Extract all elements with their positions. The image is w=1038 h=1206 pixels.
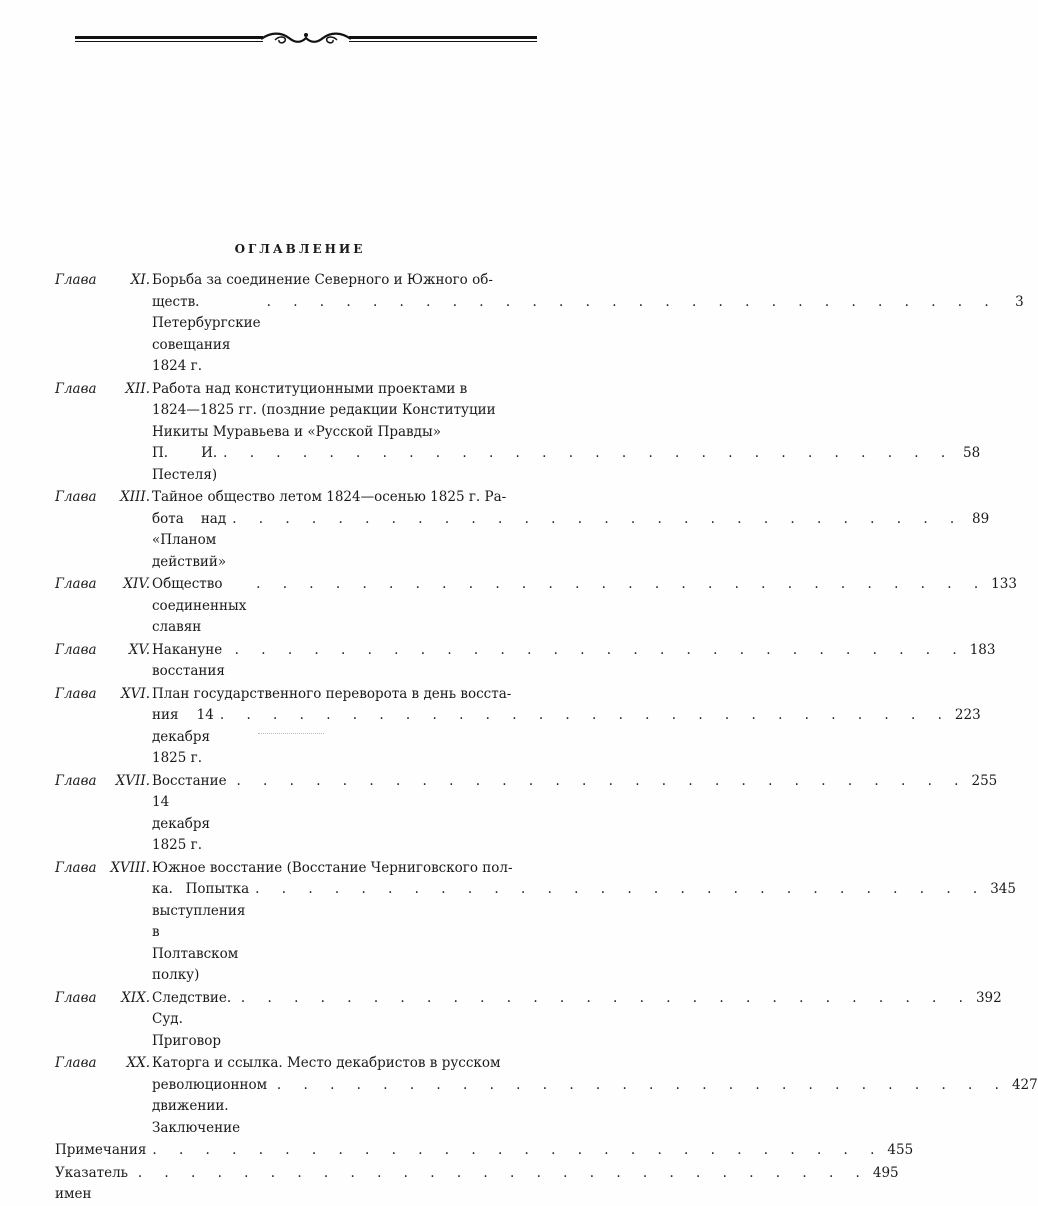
chapter-title-line: Работа над конституционными проектами в — [152, 380, 468, 397]
chapter-number: XVIII. — [110, 859, 150, 876]
ornament-rule-icon — [75, 28, 537, 48]
appendix-line — [55, 1140, 913, 1162]
chapter-title-last-line — [152, 988, 1002, 1053]
page-number: 495 — [872, 1164, 899, 1181]
chapter-number: XVI. — [121, 685, 150, 702]
chapter-label — [55, 684, 152, 706]
bottom-divider — [258, 733, 324, 735]
page-title: ОГЛАВЛЕНИЕ — [234, 242, 366, 256]
chapter-title — [152, 487, 989, 573]
appendix-line — [55, 1163, 899, 1206]
chapter-label — [55, 574, 152, 596]
chapter-word: Глава — [55, 859, 97, 876]
dot-leader: . . . . . . . . . . . . . . . . . . . . . . . . . . . . — [276, 1076, 1008, 1093]
chapter-title — [152, 574, 1017, 639]
chapter-title-line: Южное восстание (Восстание Черниговского пол- — [152, 859, 513, 876]
chapter-title-line: План государственного переворота в день восста- — [152, 685, 512, 702]
chapter-title-line: Каторга и ссылка. Место декабристов в русском — [152, 1055, 501, 1071]
dot-leader: . . . . . . . . . . . . . . . . . . . . . . . . . . . . — [219, 707, 951, 723]
page-number: 133 — [991, 576, 1017, 592]
chapter-title-text: Следствие. Суд. Приговор — [152, 989, 232, 1049]
chapter-title-last-line — [152, 443, 980, 486]
toc-entry[interactable] — [55, 771, 998, 857]
page-number: 345 — [990, 881, 1016, 897]
chapter-label — [55, 379, 152, 401]
dot-leader: . . . . . . . . . . . . . . . . . . . . . . . . . . . . — [236, 772, 968, 789]
chapter-word: Глава — [55, 772, 97, 789]
chapter-title-last-line — [152, 292, 1024, 378]
dot-leader: . . . . . . . . . . . . . . . . . . . . . . . . . . . . — [223, 445, 955, 461]
toc-entry-appendix[interactable] — [55, 1140, 914, 1162]
dot-leader: . . . . . . . . . . . . . . . . . . . . . . . . . . . . — [232, 510, 964, 527]
chapter-number: XI. — [130, 272, 150, 288]
chapter-title-line: Борьба за соединение Северного и Южного об- — [152, 272, 493, 288]
toc-entry[interactable] — [55, 379, 981, 487]
page-number: 183 — [969, 641, 996, 658]
chapter-title-last-line — [152, 771, 998, 857]
appendix-text: Примечания — [55, 1142, 147, 1158]
dot-leader: . . . . . . . . . . . . . . . . . . . . . . . . . . . . — [152, 1142, 884, 1158]
chapter-word: Глава — [55, 272, 97, 288]
chapter-number: XVII. — [115, 772, 150, 789]
toc-entry[interactable] — [55, 574, 1017, 639]
chapter-number: XX. — [126, 1055, 150, 1071]
chapter-title-last-line — [152, 509, 989, 574]
chapter-title-last-line — [152, 574, 1017, 639]
toc-entry[interactable] — [55, 270, 1024, 378]
chapter-label — [55, 988, 152, 1010]
chapter-label — [55, 1053, 152, 1075]
table-of-contents — [55, 270, 1038, 1206]
chapter-number: XIV. — [123, 576, 150, 592]
chapter-title-text: Восстание 14 декабря 1825 г. — [152, 772, 227, 853]
page-number: 255 — [971, 772, 998, 789]
chapter-word: Глава — [55, 1055, 97, 1071]
page-number: 455 — [887, 1142, 914, 1158]
chapter-title-text: ка. Попытка выступления в Полтавском полку) — [152, 881, 250, 983]
toc-entry[interactable] — [55, 684, 981, 770]
chapter-word: Глава — [55, 685, 97, 702]
chapter-title-text: П. И. Пестеля) — [152, 445, 218, 483]
appendix-title — [55, 1140, 913, 1162]
chapter-label — [55, 858, 152, 880]
chapter-title — [152, 640, 996, 683]
chapter-label — [55, 640, 152, 662]
chapter-number: XIX. — [121, 989, 150, 1006]
chapter-number: XV. — [128, 641, 150, 658]
chapter-title-line: Никиты Муравьева и «Русской Правды» — [152, 423, 441, 440]
chapter-label — [55, 771, 152, 793]
dot-leader: . . . . . . . . . . . . . . . . . . . . . . . . . . . . — [234, 641, 966, 658]
page-number: 392 — [975, 989, 1002, 1006]
page-number: 223 — [954, 707, 981, 723]
chapter-title — [152, 988, 1002, 1053]
chapter-word: Глава — [55, 989, 97, 1006]
chapter-title — [152, 858, 1016, 987]
toc-entry[interactable] — [55, 640, 996, 683]
page-number: 58 — [962, 445, 981, 461]
chapter-title — [152, 379, 980, 487]
chapter-title-text: революционном движении. Заключение — [152, 1076, 268, 1136]
chapter-title — [152, 771, 998, 857]
chapter-word: Глава — [55, 489, 97, 505]
toc-entry[interactable] — [55, 988, 1002, 1053]
chapter-number: XII. — [125, 380, 150, 397]
dot-leader: . . . . . . . . . . . . . . . . . . . . . . . . . . . . — [240, 989, 972, 1006]
chapter-title — [152, 1053, 1038, 1139]
chapter-title-last-line — [152, 705, 981, 770]
appendix-text: Указатель имен — [55, 1164, 129, 1202]
dot-leader: . . . . . . . . . . . . . . . . . . . . . . . . . . . . — [256, 576, 988, 592]
page-number: 3 — [1015, 293, 1024, 310]
chapter-label — [55, 487, 152, 509]
page-number: 427 — [1011, 1076, 1038, 1093]
chapter-title-text: Общество соединенных славян — [152, 576, 247, 635]
chapter-number: XIII. — [120, 489, 150, 505]
chapter-title — [152, 270, 1024, 378]
chapter-title-line: 1824—1825 гг. (поздние редакции Конституции — [152, 402, 496, 418]
chapter-title-text: ния 14 декабря 1825 г. — [152, 707, 214, 766]
chapter-title-last-line — [152, 879, 1016, 987]
chapter-word: Глава — [55, 641, 97, 658]
chapter-title — [152, 684, 981, 770]
appendix-title — [55, 1163, 899, 1206]
chapter-word: Глава — [55, 576, 97, 592]
toc-entry-appendix[interactable] — [55, 1163, 899, 1206]
toc-entry[interactable] — [55, 858, 1016, 987]
dot-leader: . . . . . . . . . . . . . . . . . . . . . . . . . . . . — [266, 293, 998, 310]
chapter-title-last-line — [152, 1075, 1038, 1140]
chapter-title-line: Тайное общество летом 1824—осенью 1825 г. Ра- — [152, 489, 507, 505]
toc-entry[interactable] — [55, 487, 990, 573]
chapter-title-text: Накануне восстания — [152, 641, 225, 679]
dot-leader: . . . . . . . . . . . . . . . . . . . . . . . . . . . . — [137, 1164, 869, 1181]
chapter-word: Глава — [55, 380, 97, 397]
dot-leader: . . . . . . . . . . . . . . . . . . . . . . . . . . . . — [255, 881, 987, 897]
chapter-title-text: бота над «Планом действий» — [152, 510, 227, 570]
toc-entry[interactable] — [55, 1053, 1038, 1139]
chapter-title-last-line — [152, 640, 996, 683]
chapter-label — [55, 270, 152, 292]
page-number: 89 — [972, 510, 990, 527]
chapter-title-text: ществ. Петербургские совещания 1824 г. — [152, 293, 261, 374]
